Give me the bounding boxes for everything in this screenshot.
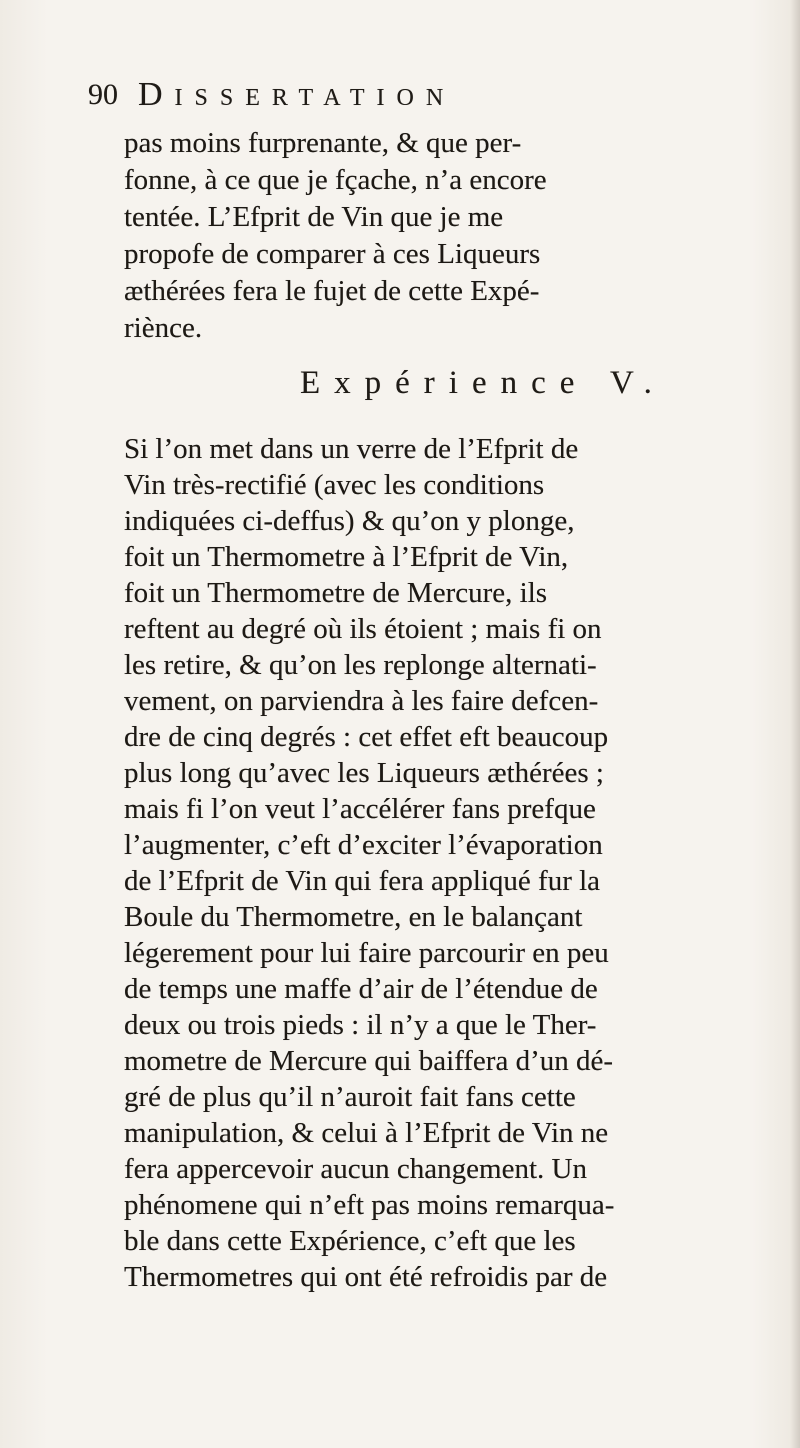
text-line: Thermometres qui ont été refroidis par de — [124, 1261, 608, 1293]
text-line: l’augmenter, c’eft d’exciter l’évaporation — [124, 829, 603, 861]
text-line: reftent au degré où ils étoient ; mais fi on — [124, 613, 602, 645]
text-line: plus long qu’avec les Liqueurs æthérées ; — [124, 757, 604, 789]
text-line: propofe de comparer à ces Liqueurs — [124, 238, 541, 270]
text-line: foit un Thermometre à l’Efprit de Vin, — [124, 541, 569, 573]
text-line: les retire, & qu’on les replonge alternati- — [124, 649, 597, 681]
text-line: Boule du Thermometre, en le balançant — [124, 901, 583, 933]
text-line: Vin très-rectifié (avec les conditions — [124, 469, 545, 501]
text-line: deux ou trois pieds : il n’y a que le Ther- — [124, 1009, 597, 1041]
page-edge-shadow — [790, 0, 800, 1448]
text-line: fera appercevoir aucun changement. Un — [124, 1153, 587, 1185]
text-line: manipulation, & celui à l’Efprit de Vin ne — [124, 1117, 609, 1149]
text-line: pas moins furprenante, & que per- — [124, 127, 522, 159]
text-line: de l’Efprit de Vin qui fera appliqué fur la — [124, 865, 601, 897]
text-line: æthérées fera le fujet de cette Expé- — [124, 275, 540, 307]
text-line: gré de plus qu’il n’auroit fait fans cette — [124, 1081, 576, 1113]
text-line: riènce. — [124, 312, 203, 344]
section-heading: Expérience V. — [300, 365, 666, 401]
running-title: Dissertation — [138, 76, 456, 113]
text-line: fonne, à ce que je fçache, n’a encore — [124, 164, 547, 196]
text-line: indiquées ci-deffus) & qu’on y plonge, — [124, 505, 575, 537]
text-line: vement, on parviendra à les faire defcen- — [124, 685, 599, 717]
text-line: dre de cinq degrés : cet effet eft beaucoup — [124, 721, 609, 753]
text-line: légerement pour lui faire parcourir en peu — [124, 937, 609, 969]
text-line: ble dans cette Expérience, c’eft que les — [124, 1225, 576, 1257]
text-line: foit un Thermometre de Mercure, ils — [124, 577, 548, 609]
text-line: Si l’on met dans un verre de l’Efprit de — [124, 433, 579, 465]
text-line: phénomene qui n’eft pas moins remarqua- — [124, 1189, 615, 1221]
text-line: tentée. L’Efprit de Vin que je me — [124, 201, 504, 233]
text-line: de temps une maffe d’air de l’étendue de — [124, 973, 598, 1005]
running-head — [88, 76, 728, 116]
text-line: mais fi l’on veut l’accélérer fans prefque — [124, 793, 596, 825]
page-number: 90 — [88, 78, 118, 111]
text-line: mometre de Mercure qui baiffera d’un dé- — [124, 1045, 614, 1077]
